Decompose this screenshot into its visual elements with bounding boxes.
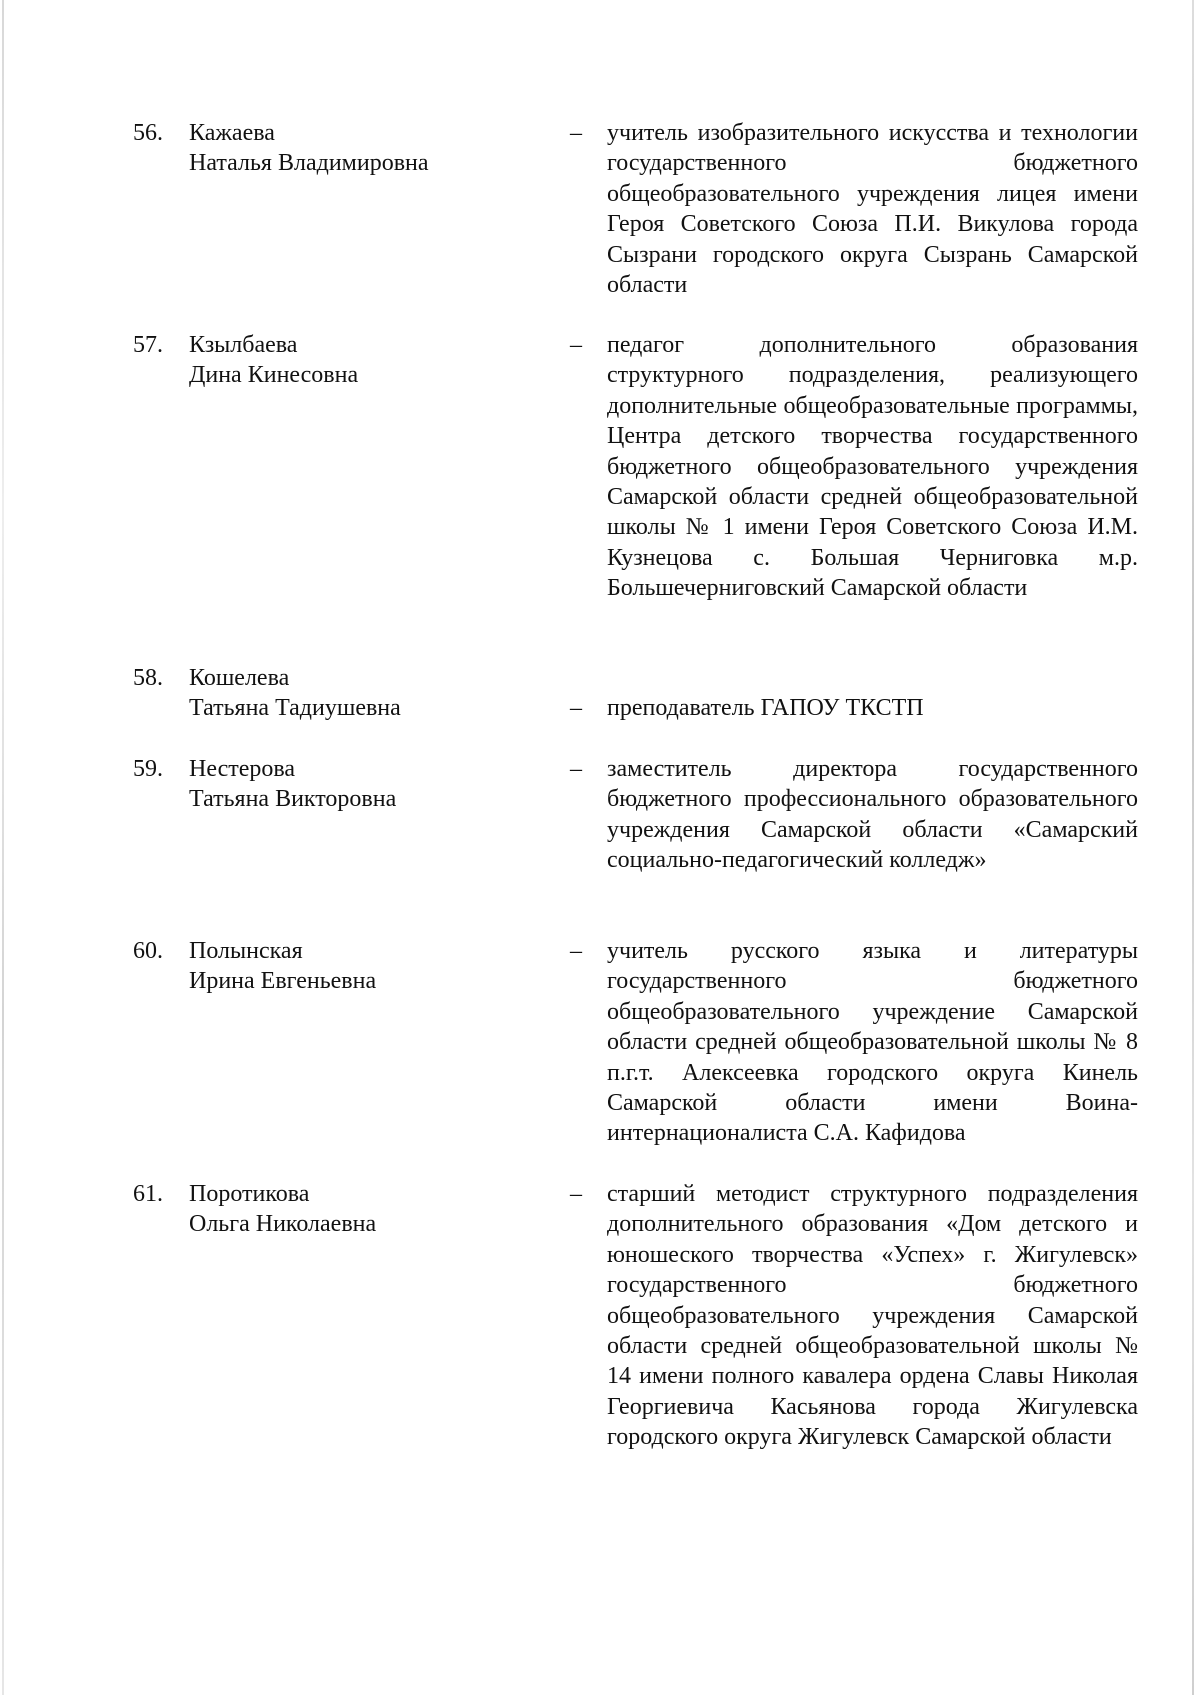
dash-separator: – xyxy=(570,120,582,146)
position-description: учитель русского языка и литературы государственного бюджетного общеобразовательного учреждение Самарской области средней общеобразовательной школы № 8 п.г.т. Алексеевка городского округа Кинель Самарской области имени Воина-интернационалиста С.А. Кафидова xyxy=(607,938,1138,1147)
given-names: Татьяна Викторовна xyxy=(189,786,397,813)
dash-separator: – xyxy=(570,938,582,964)
person-name xyxy=(189,1179,549,1240)
position-description: старший методист структурного подразделения дополнительного образования «Дом детского и юношеского творчества «Успех» г. Жигулевск» государственного бюджетного общеобразовательного учреждения Самарской области средней общеобразовательной школы № 14 имени полного кавалера ордена Славы Николая Георгиевича Касьянова города Жигулевска городского округа Жигулевск Самарской области xyxy=(607,1181,1138,1451)
surname: Полынская xyxy=(189,938,303,964)
position-description: учитель изобразительного искусства и технологии государственного бюджетного общеобразовательного учреждения лицея имени Героя Советского Союза П.И. Викулова города Сызрани городского округа Сызрань Самарской области xyxy=(607,120,1138,299)
person-name xyxy=(189,663,549,724)
dash-separator: – xyxy=(570,695,582,722)
person-name xyxy=(189,118,549,179)
dash-separator: – xyxy=(570,1181,582,1207)
scan-edge-left xyxy=(2,0,4,1695)
entry-number: 61. xyxy=(133,1181,163,1207)
entry-number: 57. xyxy=(133,332,163,358)
given-names: Дина Кинесовна xyxy=(189,362,359,389)
given-names: Ирина Евгеньевна xyxy=(189,968,377,995)
entry-number: 58. xyxy=(133,665,163,691)
surname: Кзылбаева xyxy=(189,332,298,358)
surname: Поротикова xyxy=(189,1181,310,1207)
person-name xyxy=(189,330,549,391)
dash-separator: – xyxy=(570,756,582,782)
person-name xyxy=(189,754,549,815)
position-description: преподаватель ГАПОУ ТКСТП xyxy=(607,695,924,722)
surname: Нестерова xyxy=(189,756,296,782)
given-names: Татьяна Тадиушевна xyxy=(189,695,401,722)
entry-number: 59. xyxy=(133,756,163,782)
surname: Кошелева xyxy=(189,665,290,691)
dash-separator: – xyxy=(570,332,582,358)
entry-number: 60. xyxy=(133,938,163,964)
person-name xyxy=(189,936,549,997)
surname: Кажаева xyxy=(189,120,275,146)
position-description: заместитель директора государственного бюджетного профессионального образовательного учреждения Самарской области «Самарский социально-педагогический колледж» xyxy=(607,756,1138,874)
entry-number: 56. xyxy=(133,120,163,146)
position-description: педагог дополнительного образования структурного подразделения, реализующего дополнительные общеобразовательные программы, Центра детского творчества государственного бюджетного общеобразовательного учреждения Самарской области средней общеобразовательной школы № 1 имени Героя Советского Союза И.М. Кузнецова с. Большая Черниговка м.р. Большечерниговский Самарской области xyxy=(607,332,1138,602)
given-names: Ольга Николаевна xyxy=(189,1211,377,1238)
given-names: Наталья Владимировна xyxy=(189,150,429,177)
scan-edge-right xyxy=(1192,0,1194,1695)
